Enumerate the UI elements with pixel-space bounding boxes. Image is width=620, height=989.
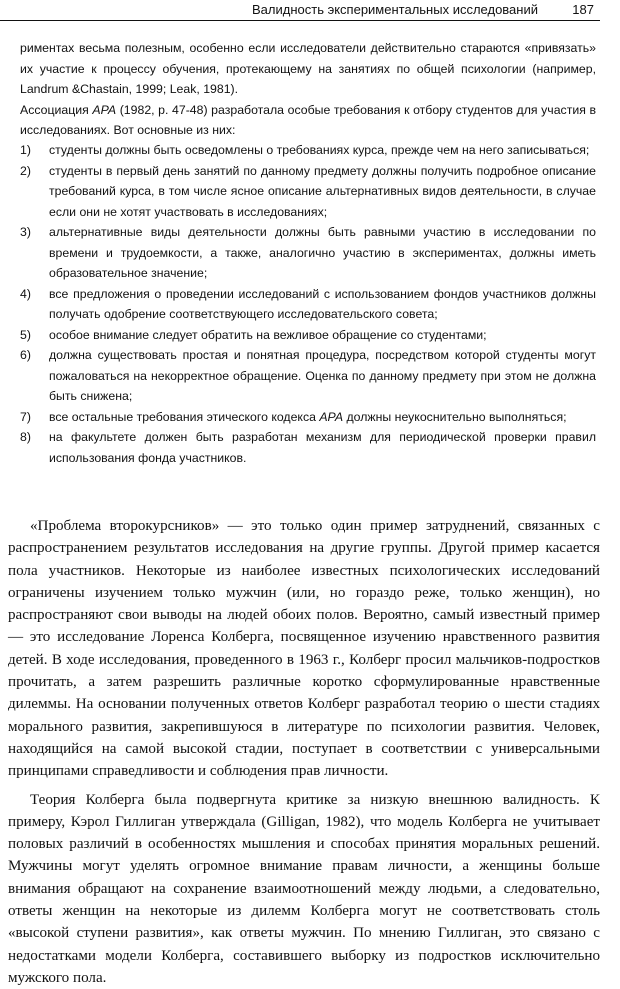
list-item <box>20 222 596 284</box>
item-number: 7) <box>20 409 31 424</box>
item-number: 2) <box>20 163 31 178</box>
item-abbr: APA <box>319 409 344 424</box>
body-paragraph: Теория Колберга была подвергнута критике за низкую внешнюю валидность. К примеру, Кэрол Гиллиган утверждала (Gilligan, 1982), что модель Колберга не учитывает половых различий в особенностях мышления и способах принятия моральных решений. Мужчины могут уделять огромное внимание правам личности, а женщины больше внимания обращают на сохранение взаимоотношений между людьми, а следовательно, ответы женщин на некоторые из дилемм Колберга могут не соответствовать столь «высокой ступени развития», как ответы мужчин. По мнению Гиллиган, это связано с недостатками модели Колберга, составившего выборку из подростков исключительно мужского пола. <box>8 791 600 986</box>
list-item <box>20 161 596 223</box>
list-item <box>20 284 596 325</box>
running-title: Валидность экспериментальных исследований <box>252 2 538 17</box>
apa-abbr: APA <box>92 102 117 117</box>
main-text <box>8 515 600 989</box>
list-item <box>20 325 596 346</box>
header-rule <box>0 20 600 21</box>
requirements-list <box>20 140 596 468</box>
item-number: 8) <box>20 430 31 444</box>
item-text-before: все остальные требования этического кодекса <box>49 409 320 424</box>
list-item <box>20 345 596 407</box>
continuation-paragraph: риментах весьма полезным, особенно если исследователи действительно стараются «привязать» их участие к процессу обучения, протекающему на занятиях по общей психологии (например, Landrum &Chastain, 1999; Leak, 1981). <box>20 41 596 96</box>
apa-text-after: (1982, р. 47-48) разработала особые требования к отбору студентов для участия в исследованиях. Вот основные из них: <box>20 102 596 137</box>
item-number: 3) <box>20 225 31 239</box>
apa-paragraph <box>20 100 596 141</box>
item-text-after: должны неукоснительно выполняться; <box>343 409 567 424</box>
item-text: особое внимание следует обратить на вежливое обращение со студентами; <box>49 327 487 342</box>
item-text: должна существовать простая и понятная процедура, посредством которой студенты могут пожаловаться на некорректное обращение. Оценка по данному предмету при этом не должна быть снижена; <box>49 348 596 403</box>
running-header <box>0 0 600 22</box>
item-number: 6) <box>20 348 31 362</box>
item-text: все предложения о проведении исследований с использованием фондов участников должны получать одобрение соответствующего исследовательского совета; <box>49 286 596 321</box>
intro-block <box>20 38 596 141</box>
item-number: 1) <box>20 143 31 157</box>
item-text: студенты должны быть осведомлены о требованиях курса, прежде чем на него записываться; <box>49 143 590 157</box>
item-number: 5) <box>20 327 31 342</box>
list-item <box>20 407 596 428</box>
list-item <box>20 140 596 161</box>
item-text: на факультете должен быть разработан механизм для периодической проверки правил использования фонда участников. <box>49 430 596 465</box>
item-text: альтернативные виды деятельности должны быть равными участию в исследовании по времени и трудоемкости, а также, аналогично участию в экспериментах, должны иметь образовательное значение; <box>49 225 596 280</box>
body-paragraph: «Проблема второкурсников» — это только один пример затруднений, связанных с распространением результатов исследования на другие группы. Другой пример касается пола участников. Некоторые из наиболее известных психологических исследований ограничены изучением только мужчин (или, но гораздо реже, только женщин), но распространяют свои выводы на людей обоих полов. Вероятно, самый известный пример — это исследование Лоренса Колберга, посвященное изучению нравственного развития детей. В ходе исследования, проведенного в 1963 г., Колберг просил мальчиков-подростков прочитать, а затем разрешить различные коротко сформулированные нравственные дилеммы. На основании полученных ответов Колберг разработал теорию о шести стадиях морального развития, закрепившуюся в литературе по психологии развития. Человек, находящийся на самой высокой стадии, поступает в соответствии с универсальными принципами справедливости и соблюдения прав личности. <box>8 518 600 780</box>
page-number: 187 <box>572 2 594 17</box>
item-number: 4) <box>20 286 31 301</box>
apa-text-before: Ассоциация <box>20 102 93 117</box>
list-item <box>20 427 596 468</box>
item-text: студенты в первый день занятий по данному предмету должны получить подробное описание требований курса, в том числе ясное описание альтернативных видов деятельности, в случае если они не хотят участвовать в исследованиях; <box>49 163 596 219</box>
